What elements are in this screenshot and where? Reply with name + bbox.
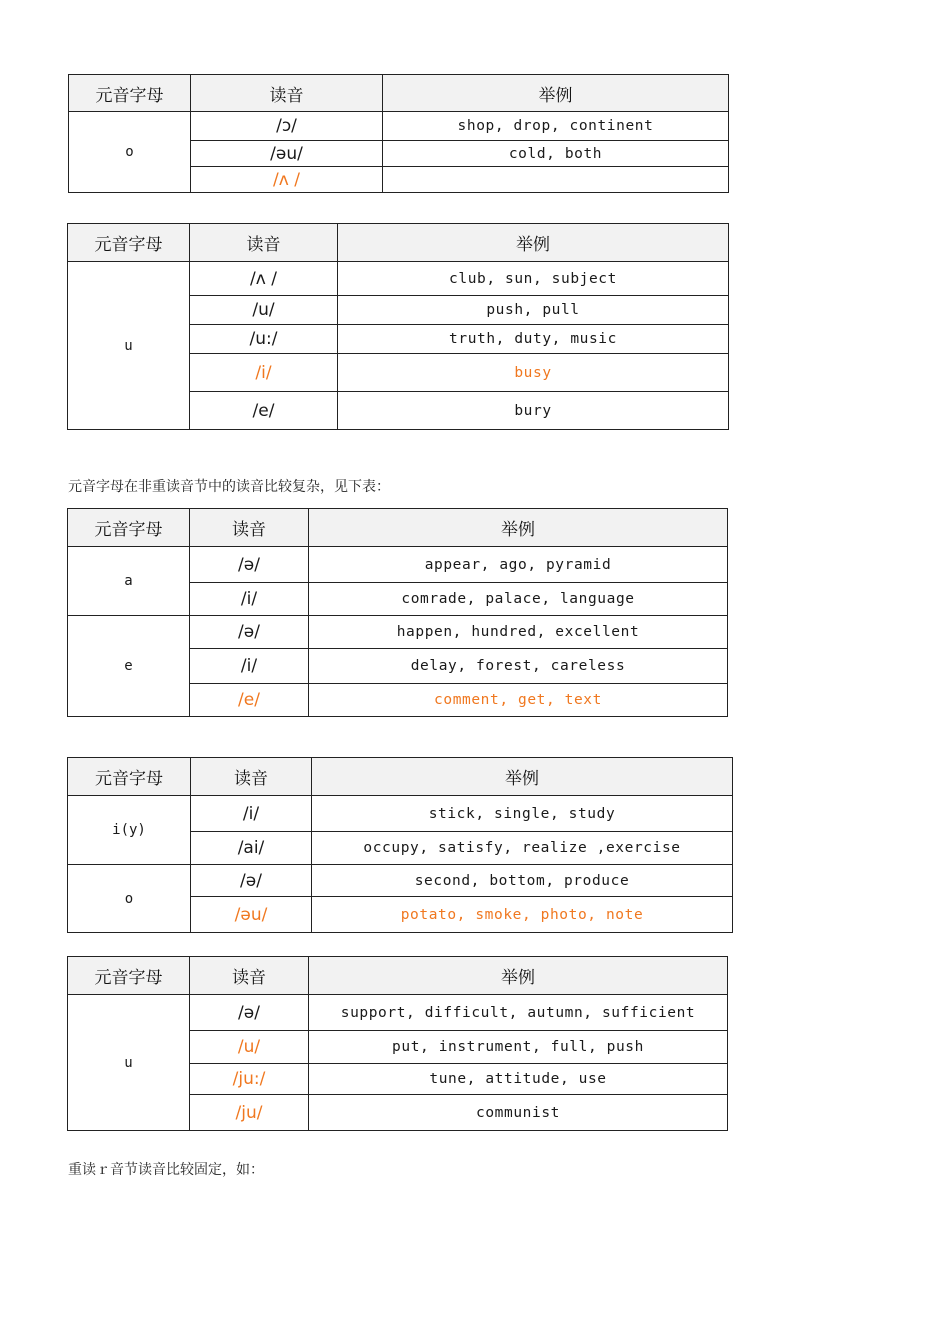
header-examples: 举例 xyxy=(309,509,728,547)
examples-cell: put, instrument, full, push xyxy=(309,1031,728,1064)
table-header-row xyxy=(68,509,728,547)
pronunciation-cell: /i/ xyxy=(190,583,309,616)
pronunciation-cell: /ə/ xyxy=(190,616,309,649)
table-row xyxy=(68,995,728,1031)
header-vowel-letter: 元音字母 xyxy=(68,957,190,995)
vowel-letter-cell: e xyxy=(68,616,190,717)
examples-cell: second, bottom, produce xyxy=(312,865,733,897)
vowel-letter-cell: o xyxy=(69,112,191,193)
examples-cell: tune, attitude, use xyxy=(309,1064,728,1095)
pronunciation-cell: /ə/ xyxy=(190,995,309,1031)
header-examples: 举例 xyxy=(309,957,728,995)
table-row xyxy=(68,616,728,649)
pronunciation-cell: /ju:/ xyxy=(190,1064,309,1095)
phonics-table-2 xyxy=(67,223,729,430)
phonics-table-1 xyxy=(68,74,729,193)
table-header-row xyxy=(68,957,728,995)
table-header-row xyxy=(69,75,729,112)
table-row xyxy=(68,547,728,583)
examples-cell: communist xyxy=(309,1095,728,1131)
header-pronunciation: 读音 xyxy=(190,509,309,547)
table-row xyxy=(68,262,729,296)
pronunciation-cell: /i/ xyxy=(190,354,338,392)
examples-cell: shop, drop, continent xyxy=(383,112,729,141)
examples-cell: support, difficult, autumn, sufficient xyxy=(309,995,728,1031)
examples-cell: delay, forest, careless xyxy=(309,649,728,684)
header-examples: 举例 xyxy=(312,758,733,796)
header-vowel-letter: 元音字母 xyxy=(68,224,190,262)
examples-cell: busy xyxy=(338,354,729,392)
pronunciation-cell: /əu/ xyxy=(191,897,312,933)
vowel-letter-cell: u xyxy=(68,262,190,430)
header-pronunciation: 读音 xyxy=(190,957,309,995)
pronunciation-cell: /ai/ xyxy=(191,832,312,865)
pronunciation-cell: /u:/ xyxy=(190,325,338,354)
pronunciation-cell: /u/ xyxy=(190,296,338,325)
pronunciation-cell: /əu/ xyxy=(191,141,383,167)
examples-cell xyxy=(383,167,729,193)
header-pronunciation: 读音 xyxy=(190,224,338,262)
header-vowel-letter: 元音字母 xyxy=(68,509,190,547)
vowel-letter-cell: o xyxy=(68,865,191,933)
table-header-row xyxy=(68,758,733,796)
vowel-letter-cell: i(y) xyxy=(68,796,191,865)
header-examples: 举例 xyxy=(338,224,729,262)
examples-cell: cold, both xyxy=(383,141,729,167)
header-pronunciation: 读音 xyxy=(191,75,383,112)
examples-cell: club, sun, subject xyxy=(338,262,729,296)
examples-cell: bury xyxy=(338,392,729,430)
pronunciation-cell: /u/ xyxy=(190,1031,309,1064)
examples-cell: happen, hundred, excellent xyxy=(309,616,728,649)
header-examples: 举例 xyxy=(383,75,729,112)
examples-cell: push, pull xyxy=(338,296,729,325)
vowel-letter-cell: u xyxy=(68,995,190,1131)
examples-cell: comment, get, text xyxy=(309,684,728,717)
header-vowel-letter: 元音字母 xyxy=(68,758,191,796)
phonics-table-5 xyxy=(67,956,728,1131)
header-vowel-letter: 元音字母 xyxy=(69,75,191,112)
pronunciation-cell: /e/ xyxy=(190,392,338,430)
table-header-row xyxy=(68,224,729,262)
vowel-letter-cell: a xyxy=(68,547,190,616)
table-row xyxy=(68,865,733,897)
table-row xyxy=(68,796,733,832)
examples-cell: truth, duty, music xyxy=(338,325,729,354)
pronunciation-cell: /ʌ / xyxy=(190,262,338,296)
pronunciation-cell: /ʌ / xyxy=(191,167,383,193)
pronunciation-cell: /ju/ xyxy=(190,1095,309,1131)
pronunciation-cell: /i/ xyxy=(191,796,312,832)
pronunciation-cell: /ə/ xyxy=(191,865,312,897)
examples-cell: comrade, palace, language xyxy=(309,583,728,616)
paragraph-r-syllable-note: 重读ｒ音节读音比较固定，如： xyxy=(68,1162,264,1178)
header-pronunciation: 读音 xyxy=(191,758,312,796)
pronunciation-cell: /ə/ xyxy=(190,547,309,583)
pronunciation-cell: /ɔ/ xyxy=(191,112,383,141)
examples-cell: stick, single, study xyxy=(312,796,733,832)
paragraph-unstressed-note: 元音字母在非重读音节中的读音比较复杂，见下表： xyxy=(68,479,390,495)
pronunciation-cell: /i/ xyxy=(190,649,309,684)
examples-cell: occupy, satisfy, realize ,exercise xyxy=(312,832,733,865)
phonics-table-3 xyxy=(67,508,728,717)
phonics-table-4 xyxy=(67,757,733,933)
table-row xyxy=(69,112,729,141)
examples-cell: potato, smoke, photo, note xyxy=(312,897,733,933)
examples-cell: appear, ago, pyramid xyxy=(309,547,728,583)
pronunciation-cell: /e/ xyxy=(190,684,309,717)
